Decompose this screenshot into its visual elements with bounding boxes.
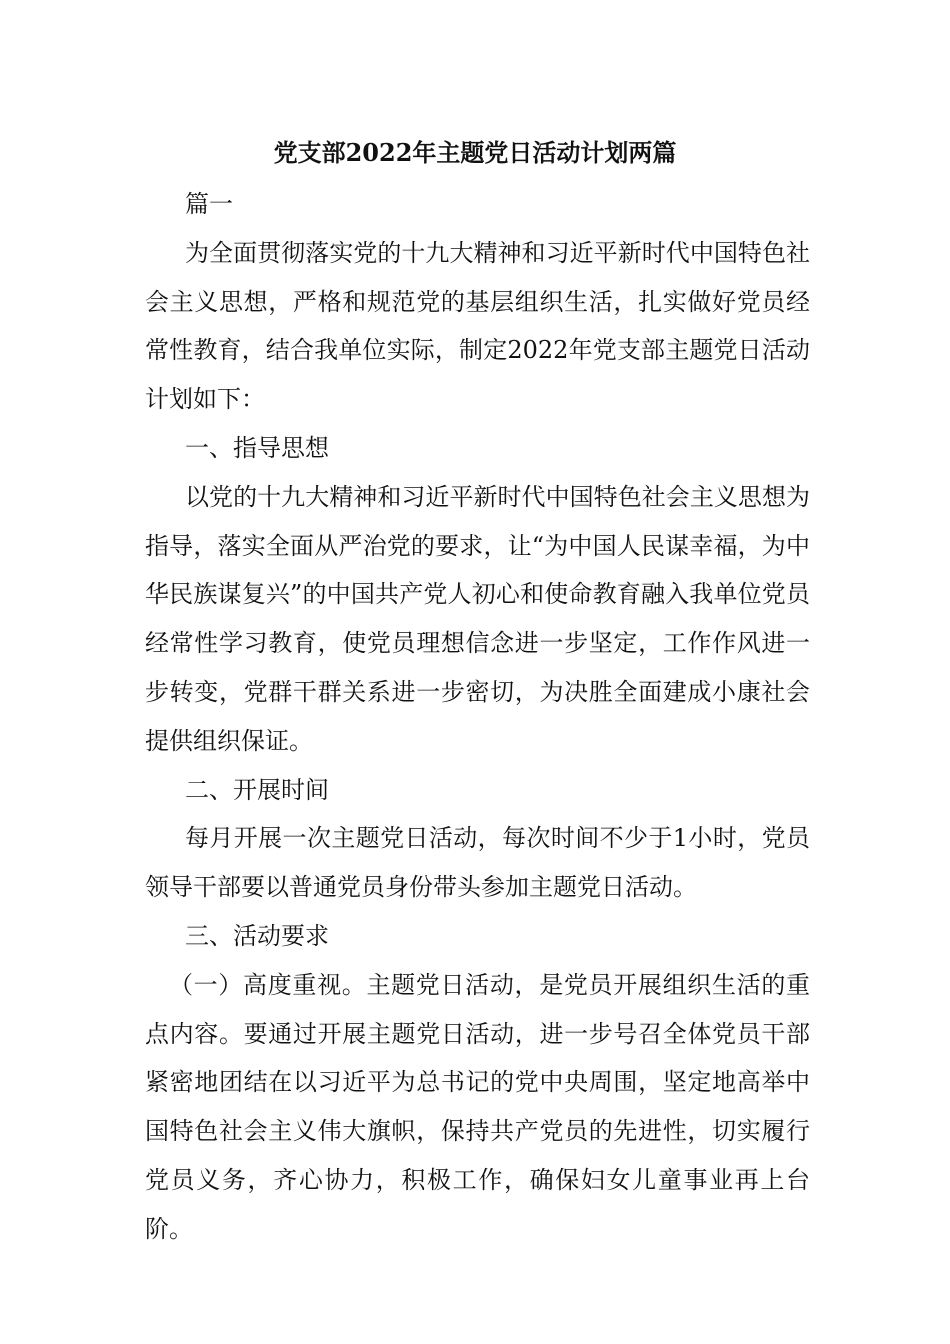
section-heading-guiding-thought: 一、指导思想	[185, 433, 329, 462]
requirements-paragraph-one: （一）高度重视。主题党日活动，是党员开展组织生活的重点内容。要通过开展主题党日活动，进一步号召全体党员干部紧密地团结在以习近平为总书记的党中央周围，坚定地高举中国特色社会主义伟大旗帜，保持共产党员的先进性，切实履行党员义务，齐心协力，积极工作，确保妇女儿童事业再上台阶。	[145, 970, 810, 1243]
section-label-part-one: 篇一	[185, 190, 233, 218]
document-body	[145, 180, 810, 1254]
document-title: 党支部2022年主题党日活动计划两篇	[273, 138, 677, 167]
guiding-thought-paragraph: 以党的十九大精神和习近平新时代中国特色社会主义思想为指导，落实全面从严治党的要求，让“为中国人民谋幸福，为中华民族谋复兴”的中国共产党人初心和使命教育融入我单位党员经常性学习教育，使党员理想信念进一步坚定，工作作风进一步转变，党群干群关系进一步密切，为决胜全面建成小康社会提供组织保证。	[145, 482, 810, 755]
intro-paragraph: 为全面贯彻落实党的十九大精神和习近平新时代中国特色社会主义思想，严格和规范党的基层组织生活，扎实做好党员经常性教育，结合我单位实际，制定2022年党支部主题党日活动计划如下：	[145, 238, 810, 414]
schedule-paragraph: 每月开展一次主题党日活动，每次时间不少于1小时，党员领导干部要以普通党员身份带头参加主题党日活动。	[145, 824, 810, 902]
section-heading-requirements: 三、活动要求	[185, 921, 329, 950]
section-heading-schedule: 二、开展时间	[185, 775, 329, 804]
